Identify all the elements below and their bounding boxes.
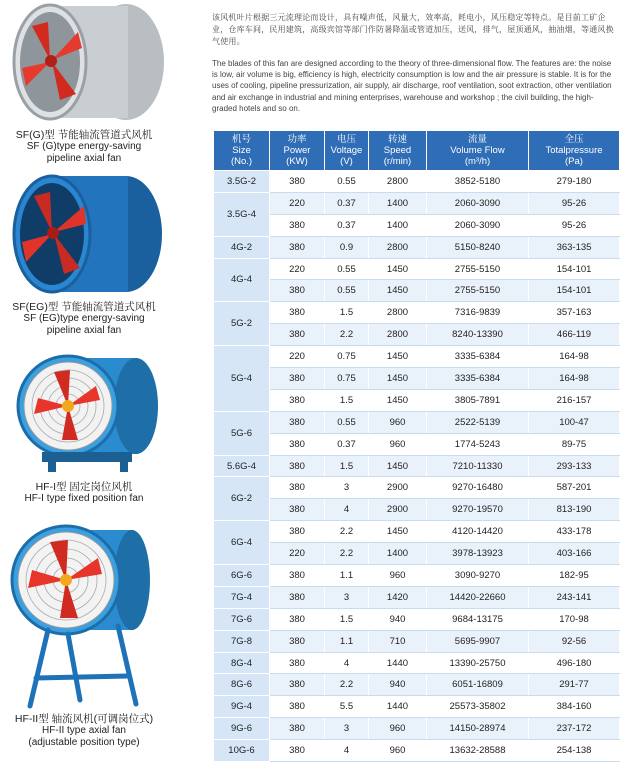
fan-caption-zh: SF(EG)型 节能轴流管道式风机 <box>12 301 156 313</box>
cell-model: 3.5G-4 <box>214 192 270 236</box>
cell-voltage: 1.1 <box>325 565 369 587</box>
cell-speed: 1440 <box>369 696 427 718</box>
table-row <box>214 214 620 236</box>
cell-power: 380 <box>270 324 325 346</box>
fan-caption-en: SF (G)type energy-saving <box>26 141 142 152</box>
cell-total-pressure: 154-101 <box>529 280 620 302</box>
cell-power: 380 <box>270 586 325 608</box>
cell-speed: 960 <box>369 718 427 740</box>
cell-total-pressure: 357-163 <box>529 302 620 324</box>
header-total-pressure: 全压 Totalpressure (Pa) <box>529 131 620 171</box>
cell-voltage: 0.9 <box>325 236 369 258</box>
cell-total-pressure: 587-201 <box>529 477 620 499</box>
cell-model: 4G-4 <box>214 258 270 302</box>
cell-volume-flow: 13632-28588 <box>427 740 529 762</box>
cell-speed: 1450 <box>369 346 427 368</box>
cell-power: 380 <box>270 499 325 521</box>
cell-total-pressure: 363-135 <box>529 236 620 258</box>
cell-voltage: 0.75 <box>325 368 369 390</box>
cell-volume-flow: 3805-7891 <box>427 389 529 411</box>
cell-speed: 940 <box>369 674 427 696</box>
table-row <box>214 324 620 346</box>
table-row <box>214 455 620 477</box>
cell-speed: 2900 <box>369 499 427 521</box>
cell-volume-flow: 3335-6384 <box>427 346 529 368</box>
fan-caption-zh: SF(G)型 节能轴流管道式风机 <box>15 129 153 141</box>
cell-voltage: 4 <box>325 499 369 521</box>
cell-model: 5G-2 <box>214 302 270 346</box>
cell-speed: 2800 <box>369 236 427 258</box>
cell-model: 5G-6 <box>214 411 270 455</box>
fan-caption-1 <box>0 129 168 165</box>
cell-power: 380 <box>270 236 325 258</box>
cell-total-pressure: 279-180 <box>529 171 620 193</box>
cell-speed: 2900 <box>369 477 427 499</box>
table-row <box>214 477 620 499</box>
cell-total-pressure: 89-75 <box>529 433 620 455</box>
cell-total-pressure: 291-77 <box>529 674 620 696</box>
cell-model: 5G-4 <box>214 346 270 412</box>
cell-voltage: 0.37 <box>325 433 369 455</box>
spec-table-header <box>214 131 620 171</box>
fan-caption-en: pipeline axial fan <box>46 153 122 164</box>
cell-speed: 1400 <box>369 543 427 565</box>
cell-power: 380 <box>270 521 325 543</box>
table-row <box>214 433 620 455</box>
cell-voltage: 3 <box>325 718 369 740</box>
cell-speed: 1450 <box>369 258 427 280</box>
cell-volume-flow: 1774-5243 <box>427 433 529 455</box>
cell-power: 220 <box>270 346 325 368</box>
cell-volume-flow: 8240-13390 <box>427 324 529 346</box>
cell-model: 7G-4 <box>214 586 270 608</box>
cell-total-pressure: 164-98 <box>529 346 620 368</box>
table-row <box>214 586 620 608</box>
cell-total-pressure: 100-47 <box>529 411 620 433</box>
cell-total-pressure: 170-98 <box>529 608 620 630</box>
header-volume-flow: 流量 Volume Flow (m³/h) <box>427 131 529 171</box>
cell-voltage: 0.55 <box>325 258 369 280</box>
cell-volume-flow: 3978-13923 <box>427 543 529 565</box>
cell-power: 380 <box>270 411 325 433</box>
cell-speed: 1450 <box>369 389 427 411</box>
table-row <box>214 499 620 521</box>
cell-total-pressure: 216-157 <box>529 389 620 411</box>
fan-caption-en: HF-I type fixed position fan <box>24 493 144 504</box>
cell-voltage: 1.1 <box>325 630 369 652</box>
fan-caption-3 <box>0 481 168 505</box>
cell-voltage: 2.2 <box>325 324 369 346</box>
table-row <box>214 565 620 587</box>
table-row <box>214 411 620 433</box>
table-row <box>214 652 620 674</box>
cell-power: 380 <box>270 740 325 762</box>
table-row <box>214 346 620 368</box>
cell-voltage: 0.37 <box>325 192 369 214</box>
cell-volume-flow: 7210-11330 <box>427 455 529 477</box>
cell-model: 9G-4 <box>214 696 270 718</box>
cell-voltage: 0.55 <box>325 280 369 302</box>
cell-power: 380 <box>270 368 325 390</box>
cell-volume-flow: 3335-6384 <box>427 368 529 390</box>
cell-voltage: 0.55 <box>325 171 369 193</box>
cell-speed: 960 <box>369 565 427 587</box>
cell-total-pressure: 237-172 <box>529 718 620 740</box>
cell-volume-flow: 2755-5150 <box>427 280 529 302</box>
cell-voltage: 1.5 <box>325 608 369 630</box>
cell-power: 220 <box>270 258 325 280</box>
cell-voltage: 3 <box>325 477 369 499</box>
cell-power: 380 <box>270 280 325 302</box>
cell-speed: 1400 <box>369 214 427 236</box>
table-row <box>214 258 620 280</box>
table-row <box>214 696 620 718</box>
cell-volume-flow: 25573-35802 <box>427 696 529 718</box>
fan-image-sf-eg <box>8 172 158 297</box>
cell-total-pressure: 466-119 <box>529 324 620 346</box>
cell-speed: 1440 <box>369 652 427 674</box>
table-row <box>214 368 620 390</box>
cell-power: 380 <box>270 718 325 740</box>
cell-total-pressure: 164-98 <box>529 368 620 390</box>
fan-image-hf-i <box>8 348 158 473</box>
table-row <box>214 302 620 324</box>
cell-model: 8G-4 <box>214 652 270 674</box>
cell-voltage: 2.2 <box>325 674 369 696</box>
cell-volume-flow: 9270-19570 <box>427 499 529 521</box>
cell-voltage: 3 <box>325 586 369 608</box>
cell-volume-flow: 2755-5150 <box>427 258 529 280</box>
cell-voltage: 5.5 <box>325 696 369 718</box>
cell-volume-flow: 2060-3090 <box>427 192 529 214</box>
fan-caption-en: (adjustable position type) <box>28 737 140 748</box>
cell-speed: 1450 <box>369 521 427 543</box>
cell-power: 380 <box>270 696 325 718</box>
cell-voltage: 0.55 <box>325 411 369 433</box>
cell-voltage: 4 <box>325 652 369 674</box>
cell-total-pressure: 254-138 <box>529 740 620 762</box>
cell-speed: 1420 <box>369 586 427 608</box>
table-row <box>214 521 620 543</box>
cell-speed: 960 <box>369 411 427 433</box>
table-row <box>214 171 620 193</box>
cell-model: 5.6G-4 <box>214 455 270 477</box>
cell-model: 6G-2 <box>214 477 270 521</box>
table-row <box>214 280 620 302</box>
fan-caption-en: SF (EG)type energy-saving <box>23 313 145 324</box>
cell-power: 380 <box>270 171 325 193</box>
cell-total-pressure: 182-95 <box>529 565 620 587</box>
cell-speed: 2800 <box>369 324 427 346</box>
fan-caption-zh: HF-II型 轴流风机(可调岗位式) <box>14 713 154 725</box>
cell-volume-flow: 5150-8240 <box>427 236 529 258</box>
cell-volume-flow: 2522-5139 <box>427 411 529 433</box>
cell-voltage: 1.5 <box>325 302 369 324</box>
cell-speed: 710 <box>369 630 427 652</box>
cell-volume-flow: 14420-22660 <box>427 586 529 608</box>
cell-volume-flow: 6051-16809 <box>427 674 529 696</box>
cell-total-pressure: 384-160 <box>529 696 620 718</box>
cell-power: 220 <box>270 192 325 214</box>
header-size: 机号 Size (No.) <box>214 131 270 171</box>
cell-volume-flow: 14150-28974 <box>427 718 529 740</box>
cell-voltage: 0.75 <box>325 346 369 368</box>
cell-power: 380 <box>270 652 325 674</box>
cell-power: 380 <box>270 565 325 587</box>
fan-caption-zh: HF-I型 固定岗位风机 <box>35 481 133 493</box>
cell-voltage: 0.37 <box>325 214 369 236</box>
fan-caption-2 <box>0 301 168 337</box>
cell-voltage: 2.2 <box>325 543 369 565</box>
intro-chinese: 该风机叶片根据三元流理论而设计，具有噪声低，风量大，效率高，耗电小，风压稳定等特点。是目前工矿企业，仓库车间，民用建筑，高级宾馆等部门作防暑降温或管道加压，送风，排气，屋顶通风，抽油烟，等通风换气使用。 <box>212 13 614 46</box>
table-row <box>214 608 620 630</box>
cell-model: 4G-2 <box>214 236 270 258</box>
cell-voltage: 2.2 <box>325 521 369 543</box>
cell-model: 10G-6 <box>214 740 270 762</box>
cell-speed: 940 <box>369 608 427 630</box>
cell-model: 3.5G-2 <box>214 171 270 193</box>
cell-model: 7G-8 <box>214 630 270 652</box>
product-column <box>0 0 205 769</box>
intro-english: The blades of this fan are designed according to the theory of three-dimensional flow. The features are: the noise is low, air volume is big, efficiency is high, electricity consumption is low and the air pressure is stable. It is for the uses of cooling, pipeline pressurization, air supply, air discharge, roof ventilation, soot extraction, other ventilation and air exchange in industrial and mining enterprises, warehouse and workshop ; the civil building, the high-graded hotels and so on. <box>212 59 612 113</box>
cell-speed: 2800 <box>369 171 427 193</box>
table-row <box>214 543 620 565</box>
fan-caption-4 <box>0 713 168 749</box>
cell-power: 220 <box>270 543 325 565</box>
table-row <box>214 674 620 696</box>
cell-total-pressure: 813-190 <box>529 499 620 521</box>
table-row <box>214 630 620 652</box>
cell-speed: 960 <box>369 433 427 455</box>
cell-model: 6G-4 <box>214 521 270 565</box>
cell-volume-flow: 2060-3090 <box>427 214 529 236</box>
cell-total-pressure: 92-56 <box>529 630 620 652</box>
spec-table <box>213 130 620 762</box>
cell-total-pressure: 95-26 <box>529 192 620 214</box>
cell-speed: 1450 <box>369 368 427 390</box>
cell-power: 380 <box>270 455 325 477</box>
cell-power: 380 <box>270 433 325 455</box>
cell-total-pressure: 496-180 <box>529 652 620 674</box>
table-row <box>214 236 620 258</box>
cell-model: 7G-6 <box>214 608 270 630</box>
cell-power: 380 <box>270 477 325 499</box>
cell-power: 380 <box>270 389 325 411</box>
cell-power: 380 <box>270 608 325 630</box>
cell-power: 380 <box>270 214 325 236</box>
cell-speed: 1450 <box>369 280 427 302</box>
cell-total-pressure: 243-141 <box>529 586 620 608</box>
cell-speed: 2800 <box>369 302 427 324</box>
cell-speed: 960 <box>369 740 427 762</box>
fan-image-sf-g <box>8 2 158 122</box>
cell-power: 380 <box>270 674 325 696</box>
table-row <box>214 718 620 740</box>
fan-caption-en: pipeline axial fan <box>46 325 122 336</box>
cell-volume-flow: 5695-9907 <box>427 630 529 652</box>
cell-model: 8G-6 <box>214 674 270 696</box>
header-voltage: 电压 Voltage (V) <box>325 131 369 171</box>
cell-power: 380 <box>270 630 325 652</box>
cell-model: 9G-6 <box>214 718 270 740</box>
cell-volume-flow: 9684-13175 <box>427 608 529 630</box>
cell-model: 6G-6 <box>214 565 270 587</box>
cell-total-pressure: 433-178 <box>529 521 620 543</box>
cell-speed: 1400 <box>369 192 427 214</box>
cell-volume-flow: 13390-25750 <box>427 652 529 674</box>
cell-volume-flow: 7316-9839 <box>427 302 529 324</box>
cell-total-pressure: 403-166 <box>529 543 620 565</box>
cell-volume-flow: 9270-16480 <box>427 477 529 499</box>
cell-total-pressure: 154-101 <box>529 258 620 280</box>
table-row <box>214 740 620 762</box>
cell-volume-flow: 3090-9270 <box>427 565 529 587</box>
cell-voltage: 1.5 <box>325 389 369 411</box>
cell-total-pressure: 293-133 <box>529 455 620 477</box>
cell-voltage: 4 <box>325 740 369 762</box>
cell-power: 380 <box>270 302 325 324</box>
header-speed: 转速 Speed (r/min) <box>369 131 427 171</box>
cell-total-pressure: 95-26 <box>529 214 620 236</box>
cell-speed: 1450 <box>369 455 427 477</box>
table-row <box>214 389 620 411</box>
header-power: 功率 Power (KW) <box>270 131 325 171</box>
cell-volume-flow: 4120-14420 <box>427 521 529 543</box>
fan-image-hf-ii <box>8 518 158 714</box>
table-row <box>214 192 620 214</box>
fan-caption-en: HF-II type axial fan <box>42 725 126 736</box>
cell-volume-flow: 3852-5180 <box>427 171 529 193</box>
cell-voltage: 1.5 <box>325 455 369 477</box>
